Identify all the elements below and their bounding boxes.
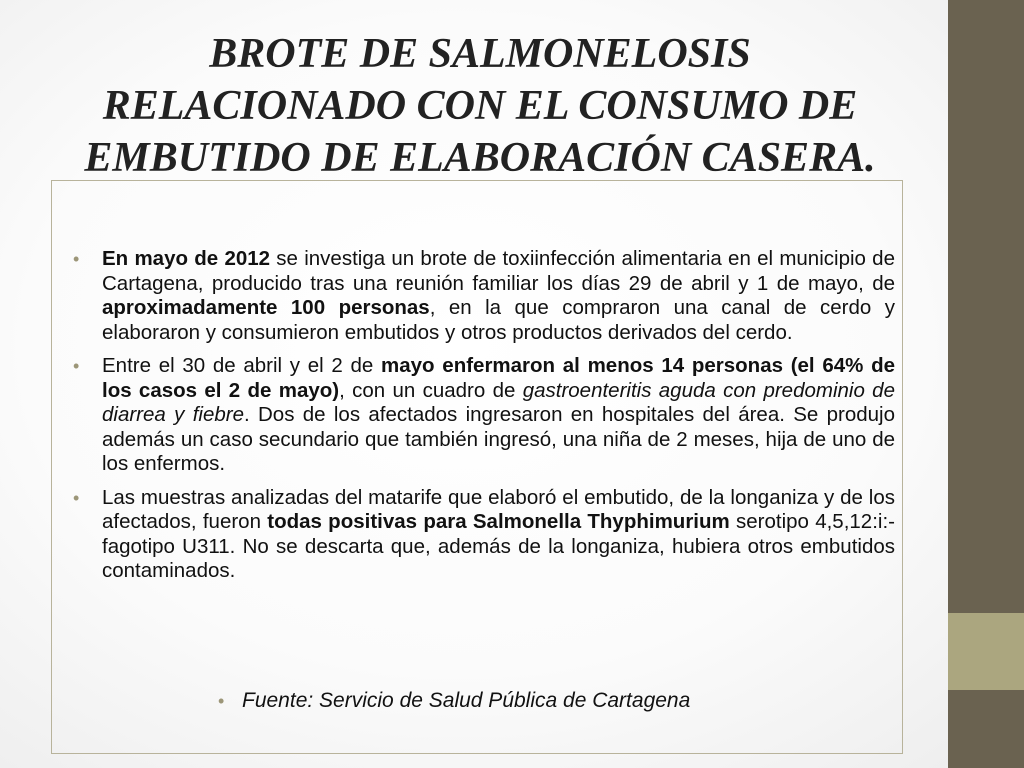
source-text: Fuente: Servicio de Salud Pública de Cartagena [242, 689, 691, 712]
side-accent-block [948, 613, 1024, 690]
bullet-2-text-c: . Dos de los afectados ingresaron en hospitales del área. Se produjo además un caso secundario que también ingresó, una niña de 2 meses, hija de uno de los enfermos. [102, 403, 896, 475]
bullet-3-result: todas positivas para Salmonella Thyphimurium [267, 510, 730, 533]
bullet-item-1 [73, 247, 895, 345]
bullet-3-text-b: serotipo 4,5,12:i:- fagotipo U311. No se descarta que, además de la longaniza, hubiera otros embutidos contaminados. [102, 510, 895, 582]
bullet-list [73, 247, 896, 593]
bullet-dot-icon: • [73, 249, 80, 269]
bullet-1-date: En mayo de 2012 [102, 247, 271, 270]
bullet-dot-icon: • [218, 691, 225, 711]
bullet-2-cases: mayo enfermaron al menos 14 personas (el 64% de los casos el 2 de mayo) [102, 354, 895, 402]
bullet-item-3 [73, 485, 895, 584]
bullet-1-text-a: se investiga un brote de toxiinfección alimentaria en el municipio de Cartagena, producido tras una reunión familiar los días 29 de abril y 1 de mayo, de [102, 247, 895, 295]
slide-title [40, 28, 920, 184]
bullet-2-text-a: Entre el 30 de abril y el 2 de [102, 354, 382, 377]
title-line-2: RELACIONADO CON EL CONSUMO DE [102, 83, 858, 129]
bullet-2-text-b: , con un cuadro de [339, 378, 523, 402]
bullet-dot-icon: • [73, 356, 80, 376]
bullet-1-count: aproximadamente 100 personas [102, 296, 430, 319]
bullet-3-text-a: Las muestras analizadas del matarife que elaboró el embutido, de la longaniza y de los afectados, fueron [102, 485, 895, 533]
bullet-2-diagnosis: gastroenteritis aguda con predominio de diarrea y fiebre [102, 378, 895, 426]
bullet-dot-icon: • [73, 487, 80, 508]
bullet-item-2 [73, 354, 896, 477]
title-line-3: EMBUTIDO DE ELABORACIÓN CASERA. [84, 135, 876, 181]
bullet-1-text-b: , en la que compraron una canal de cerdo y elaboraron y consumieron embutidos y otros productos derivados del cerdo. [102, 296, 895, 344]
title-line-1: BROTE DE SALMONELOSIS [209, 31, 751, 77]
